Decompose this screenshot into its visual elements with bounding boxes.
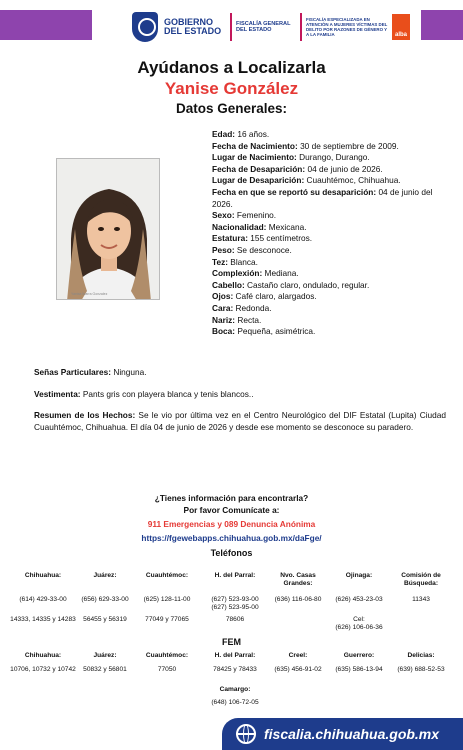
portrait-illustration <box>57 159 160 300</box>
resumen-hechos: Resumen de los Hechos: Se le vio por última vez en el Centro Neurológico del DIF Estatal (Lupita) Ciudad Cuauhtémoc, Chihuahua. El día 04 de junio de 2026 y desde ese momento se desconoce su paradero. <box>34 410 447 432</box>
tel-ojinaga: (626) 453-23-03 <box>335 596 383 603</box>
header-purple-bar-left <box>0 10 92 40</box>
tel-header-ojinaga: Ojinaga: <box>345 572 373 579</box>
cta-question: ¿Tienes información para encontrarla? <box>154 493 309 503</box>
fem-creel: (635) 456-91-02 <box>274 666 322 673</box>
footer-website[interactable]: fiscalia.chihuahua.gob.mx <box>264 726 440 742</box>
tel-juarez: (656) 629-33-00 <box>81 596 129 603</box>
globe-icon <box>236 724 256 744</box>
header-purple-bar-right <box>421 10 463 40</box>
missing-person-photo <box>56 158 160 300</box>
tel-header-comision-busqueda: Comisión de Búsqueda: <box>401 572 441 587</box>
footer-banner <box>222 718 463 750</box>
field-peso: Peso: Se desconoce. <box>212 244 292 255</box>
tel-header-nvo-casas-grandes: Nvo. Casas Grandes: <box>280 572 316 587</box>
alba-logo: alba <box>392 14 410 40</box>
cta-please: Por favor Comunícate a: <box>183 505 280 515</box>
field-fecha-nacimiento: Fecha de Nacimiento: 30 de septiembre de 2009. <box>212 140 399 151</box>
tel-nvo-casas-grandes: (636) 116-06-80 <box>274 596 322 603</box>
tel-parral: (627) 523-93-00 (627) 523-95-00 <box>211 596 259 611</box>
ext-juarez: 56455 y 56319 <box>83 616 127 623</box>
tel-header-cuauhtemoc: Cuauhtémoc: <box>145 572 189 579</box>
field-estatura: Estatura: 155 centímetros. <box>212 233 313 244</box>
logo-divider <box>300 13 302 41</box>
ext-cuauhtemoc: 77049 y 77065 <box>145 616 189 623</box>
cel-ojinaga: Cel: (626) 106-06-36 <box>335 616 383 631</box>
fem-header-creel: Creel: <box>288 652 308 659</box>
header-logos <box>132 11 410 43</box>
fem-header-cuauhtemoc: Cuauhtémoc: <box>145 652 189 659</box>
fem-cuauhtemoc: 77050 <box>157 666 177 673</box>
field-cabello: Cabello: Castaño claro, ondulado, regular. <box>212 279 370 290</box>
field-fecha-desaparicion: Fecha de Desaparición: 04 de junio de 2026. <box>212 163 383 174</box>
field-cara: Cara: Redonda. <box>212 302 272 313</box>
fem-header-parral: H. del Parral: <box>214 652 256 659</box>
general-data-list <box>212 129 448 338</box>
ext-chihuahua: 14333, 14335 y 14283 <box>10 616 76 623</box>
field-edad: Edad: 16 años. <box>212 129 270 139</box>
cta-emergency: 911 Emergencias y 089 Denuncia Anónima <box>147 519 316 529</box>
fem-header-delicias: Delicias: <box>407 652 435 659</box>
fem-header-chihuahua: Chihuahua: <box>24 652 62 659</box>
state-shield-icon <box>132 12 158 42</box>
telefonos-heading: Teléfonos <box>210 548 253 558</box>
poster-title: Ayúdanos a Localizarla <box>137 58 326 77</box>
field-ojos: Ojos: Café claro, alargados. <box>212 291 317 302</box>
field-fecha-reporte: Fecha en que se reportó su desaparición: 04 de junio del 2026. <box>212 186 433 209</box>
vestimenta: Vestimenta: Pants gris con playera blanca y tenis blancos.. <box>34 389 254 399</box>
photo-caption: Yanise Ibarra Gonzalez <box>71 292 108 296</box>
field-nacionalidad: Nacionalidad: Mexicana. <box>212 221 307 232</box>
field-tez: Tez: Blanca. <box>212 256 258 267</box>
gobierno-logo-text: GOBIERNO DEL ESTADO <box>164 17 222 36</box>
fem-chihuahua: 10706, 10732 y 10742 <box>10 666 76 673</box>
missing-person-name: Yanise González <box>164 79 299 98</box>
fiscalia-logo-text: FISCALÍA GENERAL DEL ESTADO <box>236 20 291 33</box>
tel-cuauhtemoc: (625) 128-11-00 <box>143 596 191 603</box>
fem-guerrero: (635) 586-13-94 <box>335 666 383 673</box>
tel-header-juarez: Juárez: <box>93 572 117 579</box>
fem-header-juarez: Juárez: <box>93 652 117 659</box>
fem-parral: 78425 y 78433 <box>213 666 257 673</box>
tel-comision-busqueda: 11343 <box>412 596 430 603</box>
field-nariz: Nariz: Recta. <box>212 314 262 325</box>
section-title-general-data: Datos Generales: <box>175 101 288 116</box>
fem-heading: FEM <box>222 637 241 647</box>
tel-chihuahua: (614) 429-33-00 <box>19 596 67 603</box>
fem-header-camargo: Camargo: <box>219 686 251 693</box>
report-link[interactable]: https://fgewebapps.chihuahua.gob.mx/daFge/ <box>141 533 322 543</box>
field-boca: Boca: Pequeña, asimétrica. <box>212 326 316 337</box>
senas-particulares: Señas Particulares: Ninguna. <box>34 367 147 377</box>
fem-delicias: (639) 688-52-53 <box>397 666 445 673</box>
fiscalia-especializada-logo-text: FISCALÍA ESPECIALIZADA EN ATENCIÓN A MUJERES VÍCTIMAS DEL DELITO POR RAZONES DE GÉNERO Y A LA FAMILIA <box>306 16 388 38</box>
ext-parral: 78606 <box>225 616 245 623</box>
fem-juarez: 50832 y 56801 <box>83 666 127 673</box>
fem-camargo: (648) 106-72-05 <box>211 699 259 706</box>
field-complexion: Complexión: Mediana. <box>212 268 299 279</box>
tel-header-parral: H. del Parral: <box>214 572 256 579</box>
logo-divider <box>230 13 232 41</box>
tel-header-chihuahua: Chihuahua: <box>24 572 62 579</box>
field-lugar-desaparicion: Lugar de Desaparición: Cuauhtémoc, Chihuahua. <box>212 175 401 186</box>
field-sexo: Sexo: Femenino. <box>212 210 277 221</box>
fem-header-guerrero: Guerrero: <box>343 652 375 659</box>
field-lugar-nacimiento: Lugar de Nacimiento: Durango, Durango. <box>212 152 370 163</box>
